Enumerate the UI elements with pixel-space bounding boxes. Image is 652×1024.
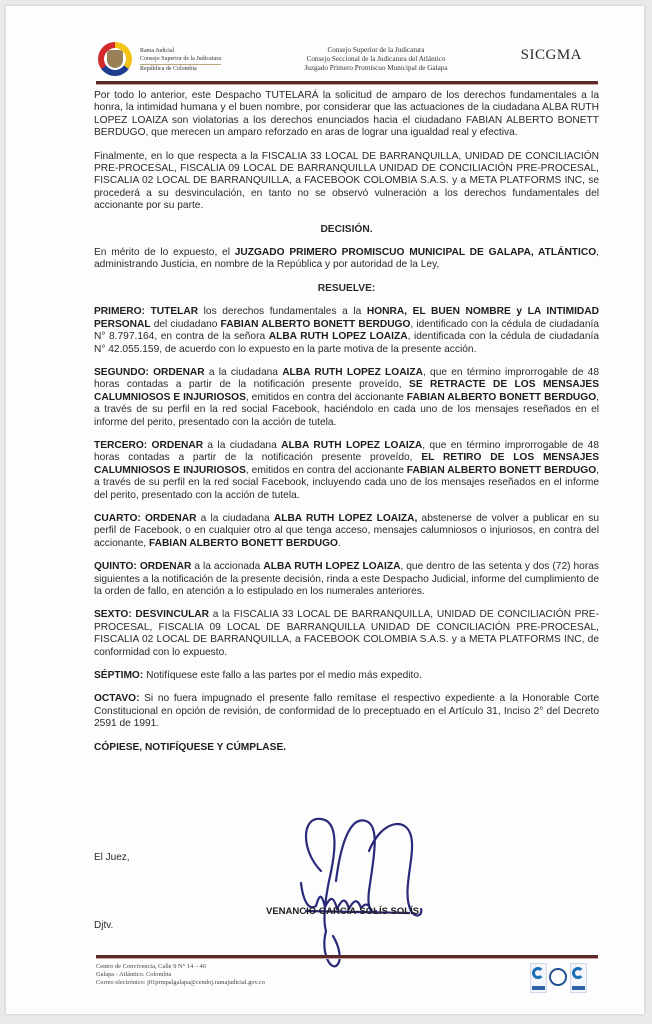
merito-text: , administrando Justicia, en nombre de la República y por autoridad de la Ley, bbox=[94, 247, 599, 271]
document-page bbox=[6, 6, 644, 1014]
resolution-quinto bbox=[94, 561, 599, 598]
court-heading bbox=[266, 46, 486, 73]
resolution-tercero bbox=[94, 440, 599, 502]
transcriber-initials: Djtv. bbox=[94, 920, 114, 931]
header-divider bbox=[96, 81, 598, 85]
bold-run: ALBA RUTH LOPEZ LOAIZA, bbox=[273, 512, 418, 524]
bold-run: FABIAN ALBERTO BONETT BERDUGO bbox=[406, 391, 597, 403]
resolution-segundo bbox=[94, 367, 599, 429]
text-run: del ciudadano bbox=[150, 318, 221, 330]
text-run: , a través de su perfil en la red social Facebook, haciéndolo en cada uno de los mensajes reseñados en el informe del perito, presentado con la acción de tutela. bbox=[94, 391, 599, 428]
bold-run: ALBA RUTH LOPEZ LOAIZA bbox=[263, 561, 401, 573]
icontec-cert-icon bbox=[570, 963, 587, 993]
text-run: , que dentro de las setenta y dos (72) horas siguientes a la notificación de la presente decisión, rinda a este Despacho Judicial, informe del cumplimiento de la orden de fallo, en atención a lo estipulado en los numerales anteriores. bbox=[94, 561, 599, 597]
text-run: a la ciudadana bbox=[203, 439, 282, 451]
system-label: SICGMA bbox=[520, 47, 582, 63]
bold-run: ALBA RUTH LOPEZ LOAIZA bbox=[268, 331, 408, 343]
text-run: Si no fuera impugnado el presente fallo remítase el respectivo expediente a la Honorable Corte Constitucional en opción de revisión, de conformidad de lo preceptuado en el Artículo 31, Inciso 2° del Decreto 2591 de 1991. bbox=[94, 693, 599, 730]
text-run: , que en término improrrogable de 48 horas contadas a partir de la notificación presente proveído, bbox=[94, 439, 599, 464]
judge-signature bbox=[281, 811, 431, 971]
judge-name: VENANCIO GARCÍA-SOLÍS SOLÍS bbox=[266, 906, 420, 917]
bold-run: ALBA RUTH LOPEZ LOAIZA bbox=[281, 439, 423, 451]
closing-formula: CÓPIESE, NOTIFÍQUESE Y CÚMPLASE. bbox=[94, 741, 287, 753]
text-run: a la ciudadana bbox=[204, 366, 283, 378]
rama-judicial-brand bbox=[140, 48, 221, 74]
address-line: Centro de Convivencia, Calle 9 N° 14 – 46 bbox=[96, 963, 206, 970]
text-run: , a través de su perfil en la red social Facebook, incluyendo cada uno de los mensajes reseñados en el informe del perito, presentado con la acción de tutela. bbox=[94, 464, 599, 501]
court-heading-line: Juzgado Primero Promiscuo Municipal de Galapa bbox=[304, 64, 448, 72]
bold-run: FABIAN ALBERTO BONETT BERDUGO bbox=[220, 318, 411, 330]
bold-run: CUARTO: ORDENAR bbox=[94, 512, 197, 524]
bold-run: SÉPTIMO: bbox=[94, 670, 144, 682]
resolution-septimo bbox=[94, 670, 599, 682]
text-run: a la FISCALIA 33 LOCAL DE BARRANQUILLA, UNIDAD DE CONCILIACIÓN PRE-PROCESAL, FISCALIA 09 LOCAL DE BARRANQUILLA UNIDAD DE CONCILIACIÓN PRE-PROCESAL, FISCALIA 02 LOCAL DE BARRANQUILLA, a FACEBOOK COLOMBIA S.A.S. y a META PLATFORMS INC, de conformidad con lo expuesto. bbox=[94, 609, 599, 658]
text-run: los derechos fundamentales a la bbox=[198, 306, 367, 318]
bold-run: TERCERO: ORDENAR bbox=[94, 439, 204, 451]
bold-run: FABIAN ALBERTO BONETT BERDUGO bbox=[406, 464, 597, 476]
bold-run: ALBA RUTH LOPEZ LOAIZA bbox=[282, 366, 423, 378]
court-name: JUZGADO PRIMERO PROMISCUO MUNICIPAL DE GALAPA, ATLÁNTICO bbox=[234, 247, 597, 259]
resolution-octavo bbox=[94, 693, 599, 730]
text-run: Notifíquese este fallo a las partes por el medio más expedito. bbox=[143, 670, 422, 682]
text-run: a la ciudadana bbox=[196, 512, 274, 524]
brand-line: Rama Judicial bbox=[140, 48, 175, 54]
text-run: abstenerse de volver a publicar en su perfil de Facebook, o en cualquier otro al que tenga acceso, mensajes calumniosos o injuriosos, en contra del accionante, bbox=[94, 512, 600, 549]
bold-run: SE RETRACTE DE LOS MENSAJES CALUMNIOSOS E INJURIOSOS bbox=[94, 379, 599, 403]
resuelve-heading: RESUELVE: bbox=[317, 282, 376, 294]
bold-run: EL RETIRO DE LOS MENSAJES CALUMNIOSOS E INJURIOSOS bbox=[94, 452, 599, 476]
colombia-coat-of-arms-icon bbox=[98, 42, 132, 76]
court-heading-line: Consejo Seccional de la Judicatura del Atlántico bbox=[306, 55, 446, 63]
icontec-cert-icon bbox=[530, 963, 547, 993]
merito-text: En mérito de lo expuesto, el bbox=[94, 247, 235, 259]
resolution-primero bbox=[94, 306, 599, 356]
judge-title: El Juez, bbox=[94, 852, 130, 863]
bold-run: FABIAN ALBERTO BONETT BERDUGO bbox=[148, 537, 338, 549]
resolution-cuarto bbox=[94, 513, 599, 550]
court-address bbox=[96, 963, 265, 988]
bold-run: OCTAVO: bbox=[94, 693, 140, 705]
paragraph-merito bbox=[94, 247, 599, 272]
text-run: , que en término improrrogable de 48 horas contadas a partir de la notificación presente proveído, bbox=[94, 366, 599, 391]
text-run: , identificado con la cédula de ciudadanía N° 8.797.164, en contra de la señora bbox=[94, 318, 599, 343]
bold-run: SEGUNDO: ORDENAR bbox=[94, 366, 205, 378]
paragraph-tutelara: Por todo lo anterior, este Despacho TUTELARÁ la solicitud de amparo de los derechos fundamentales a la honra, la intimidad humana y el buen nombre, por considerar que las actuaciones de la ciudadana ALBA RUTH LOPEZ LOAIZA son violatorias a los derechos enunciados hacia el ciudadano FABIAN ALBERTO BONETT BERDUGO, que merecen un amparo reforzado en aras de lograr una igualdad real y efectiva. bbox=[94, 90, 599, 139]
bold-run: SEXTO: DESVINCULAR bbox=[94, 609, 210, 621]
resolution-sexto bbox=[94, 609, 599, 659]
bold-run: QUINTO: ORDENAR bbox=[94, 561, 192, 573]
paragraph-desvinculacion: Finalmente, en lo que respecta a la FISCALIA 33 LOCAL DE BARRANQUILLA, UNIDAD DE CONCILIACIÓN PRE-PROCESAL, FISCALIA 09 LOCAL DE BARRANQUILLA UNIDAD DE CONCILIACIÓN PRE-PROCESAL, FISCALIA 02 LOCAL DE BARRANQUILLA, a FACEBOOK COLOMBIA S.A.S. y a META PLATFORMS INC, se procederá a su desvinculación, en tanto no se observó vulneración a los derechos fundamentales del accionante por su parte. bbox=[94, 150, 599, 212]
text-run: , emitidos en contra del accionante bbox=[245, 464, 407, 476]
ruling-body bbox=[94, 90, 599, 765]
address-line: Galapa - Atlántico. Colombia bbox=[96, 971, 172, 979]
footer-divider bbox=[96, 955, 598, 959]
certification-logos bbox=[530, 963, 588, 993]
brand-line: Consejo Superior de la Judicatura bbox=[140, 56, 221, 66]
decision-heading: DECISIÓN. bbox=[320, 223, 373, 235]
text-run: , emitidos en contra del accionante bbox=[245, 391, 407, 403]
bold-run: HONRA, EL BUEN NOMBRE y LA INTIMIDAD PERSONAL bbox=[94, 306, 600, 330]
court-heading-line: Consejo Superior de la Judicatura bbox=[327, 46, 425, 54]
bold-run: PRIMERO: TUTELAR bbox=[94, 306, 199, 318]
text-run: , identificada con la cédula de ciudadanía N° 42.055.159, de acuerdo con lo expuesto en la parte motiva de la presente acción. bbox=[94, 331, 600, 355]
text-run: . bbox=[337, 537, 341, 549]
text-run: a la accionada bbox=[191, 561, 264, 573]
iqnet-cert-icon bbox=[549, 968, 567, 986]
brand-line: República de Colombia bbox=[140, 66, 197, 72]
email-line: Correo electrónico: j01prmpalgalapa@cendoj.ramajudicial.gov.co bbox=[96, 979, 265, 987]
